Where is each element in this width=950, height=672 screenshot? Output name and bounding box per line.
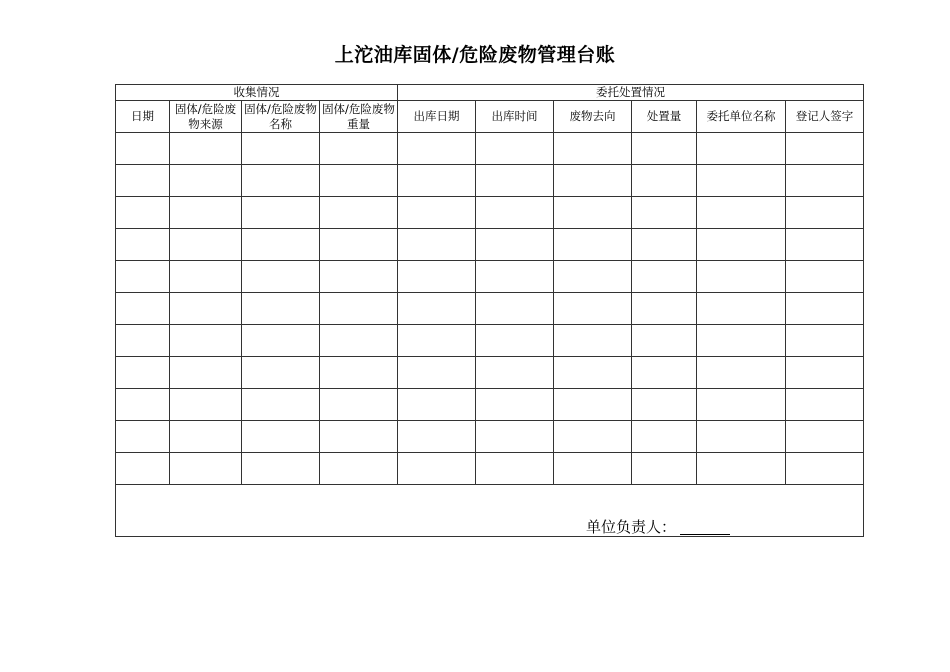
table-cell[interactable] bbox=[632, 293, 697, 325]
table-cell[interactable] bbox=[170, 357, 242, 389]
table-cell[interactable] bbox=[786, 325, 864, 357]
signature-area bbox=[116, 485, 864, 537]
table-cell[interactable] bbox=[116, 325, 170, 357]
column-header-disposal-amount: 处置量 bbox=[632, 101, 697, 133]
table-cell[interactable] bbox=[786, 229, 864, 261]
table-cell[interactable] bbox=[786, 261, 864, 293]
table-cell[interactable] bbox=[398, 293, 476, 325]
table-cell[interactable] bbox=[116, 197, 170, 229]
table-cell[interactable] bbox=[697, 389, 786, 421]
table-cell[interactable] bbox=[242, 325, 320, 357]
column-header-outbound-date: 出库日期 bbox=[398, 101, 476, 133]
column-header-waste-destination: 废物去向 bbox=[554, 101, 632, 133]
table-cell[interactable] bbox=[398, 325, 476, 357]
table-cell[interactable] bbox=[632, 421, 697, 453]
table-cell[interactable] bbox=[554, 357, 632, 389]
table-cell[interactable] bbox=[242, 421, 320, 453]
table-cell[interactable] bbox=[116, 357, 170, 389]
table-cell[interactable] bbox=[320, 197, 398, 229]
table-cell[interactable] bbox=[554, 229, 632, 261]
table-cell[interactable] bbox=[476, 197, 554, 229]
unit-head-label: 单位负责人： bbox=[586, 518, 677, 536]
table-cell[interactable] bbox=[170, 453, 242, 485]
table-cell[interactable] bbox=[242, 197, 320, 229]
disposal-group-header: 委托处置情况 bbox=[398, 85, 864, 101]
table-cell[interactable] bbox=[632, 197, 697, 229]
table-cell[interactable] bbox=[697, 357, 786, 389]
table-cell[interactable] bbox=[786, 421, 864, 453]
table-cell[interactable] bbox=[697, 293, 786, 325]
page-title: 上沱油库固体/危险废物管理台账 bbox=[334, 44, 616, 66]
table-cell[interactable] bbox=[476, 133, 554, 165]
table-cell[interactable] bbox=[554, 453, 632, 485]
table-cell[interactable] bbox=[476, 357, 554, 389]
table-cell[interactable] bbox=[320, 453, 398, 485]
column-header-outbound-time: 出库时间 bbox=[476, 101, 554, 133]
table-cell[interactable] bbox=[554, 293, 632, 325]
table-cell[interactable] bbox=[116, 293, 170, 325]
table-cell[interactable] bbox=[398, 133, 476, 165]
table-cell[interactable] bbox=[170, 165, 242, 197]
table-cell[interactable] bbox=[632, 229, 697, 261]
table-cell[interactable] bbox=[116, 229, 170, 261]
table-row bbox=[116, 357, 864, 389]
table-cell[interactable] bbox=[320, 133, 398, 165]
table-cell[interactable] bbox=[170, 389, 242, 421]
table-row bbox=[116, 197, 864, 229]
table-cell[interactable] bbox=[320, 165, 398, 197]
column-header-contractor-name: 委托单位名称 bbox=[697, 101, 786, 133]
table-cell[interactable] bbox=[786, 389, 864, 421]
table-cell[interactable] bbox=[554, 325, 632, 357]
table-cell[interactable] bbox=[476, 165, 554, 197]
table-cell[interactable] bbox=[116, 165, 170, 197]
table-cell[interactable] bbox=[697, 325, 786, 357]
column-header-registrar-signature: 登记人签字 bbox=[786, 101, 864, 133]
table-cell[interactable] bbox=[170, 325, 242, 357]
table-cell[interactable] bbox=[320, 389, 398, 421]
table-cell[interactable] bbox=[242, 261, 320, 293]
table-cell[interactable] bbox=[170, 133, 242, 165]
table-cell[interactable] bbox=[697, 197, 786, 229]
table-cell[interactable] bbox=[697, 261, 786, 293]
table-cell[interactable] bbox=[786, 293, 864, 325]
table-cell[interactable] bbox=[170, 229, 242, 261]
table-row bbox=[116, 133, 864, 165]
table-cell[interactable] bbox=[320, 293, 398, 325]
table-cell[interactable] bbox=[632, 165, 697, 197]
table-cell[interactable] bbox=[786, 133, 864, 165]
table-cell[interactable] bbox=[554, 261, 632, 293]
table-cell[interactable] bbox=[786, 357, 864, 389]
column-header-waste-name: 固体/危险废物名称 bbox=[242, 101, 320, 133]
table-cell[interactable] bbox=[697, 421, 786, 453]
table-cell[interactable] bbox=[554, 133, 632, 165]
table-cell[interactable] bbox=[476, 293, 554, 325]
table-cell[interactable] bbox=[476, 229, 554, 261]
table-cell[interactable] bbox=[398, 165, 476, 197]
table-cell[interactable] bbox=[242, 293, 320, 325]
table-cell[interactable] bbox=[116, 389, 170, 421]
table-cell[interactable] bbox=[398, 389, 476, 421]
table-cell[interactable] bbox=[554, 165, 632, 197]
table-cell[interactable] bbox=[170, 261, 242, 293]
table-cell[interactable] bbox=[554, 421, 632, 453]
table-cell[interactable] bbox=[398, 357, 476, 389]
table-cell[interactable] bbox=[116, 421, 170, 453]
table-row bbox=[116, 229, 864, 261]
table-cell[interactable] bbox=[697, 133, 786, 165]
table-cell[interactable] bbox=[320, 325, 398, 357]
column-header-waste-weight: 固体/危险废物重量 bbox=[320, 101, 398, 133]
table-cell[interactable] bbox=[320, 261, 398, 293]
table-cell[interactable] bbox=[476, 261, 554, 293]
table-cell[interactable] bbox=[476, 325, 554, 357]
table-cell[interactable] bbox=[170, 421, 242, 453]
table-cell[interactable] bbox=[116, 133, 170, 165]
table-cell[interactable] bbox=[398, 229, 476, 261]
table-cell[interactable] bbox=[398, 261, 476, 293]
table-cell[interactable] bbox=[632, 133, 697, 165]
table-cell[interactable] bbox=[786, 165, 864, 197]
table-cell[interactable] bbox=[632, 453, 697, 485]
table-cell[interactable] bbox=[786, 453, 864, 485]
table-cell[interactable] bbox=[632, 325, 697, 357]
table-cell[interactable] bbox=[398, 421, 476, 453]
table-row bbox=[116, 165, 864, 197]
table-cell[interactable] bbox=[476, 453, 554, 485]
table-cell[interactable] bbox=[116, 261, 170, 293]
table-cell[interactable] bbox=[242, 133, 320, 165]
table-row bbox=[116, 293, 864, 325]
table-cell[interactable] bbox=[116, 453, 170, 485]
table-row bbox=[116, 325, 864, 357]
collection-group-header: 收集情况 bbox=[116, 85, 398, 101]
table-cell[interactable] bbox=[242, 389, 320, 421]
table-cell[interactable] bbox=[242, 229, 320, 261]
table-cell[interactable] bbox=[632, 261, 697, 293]
table-cell[interactable] bbox=[242, 357, 320, 389]
table-cell[interactable] bbox=[320, 229, 398, 261]
ledger-table bbox=[115, 84, 864, 537]
table-cell[interactable] bbox=[170, 197, 242, 229]
table-row bbox=[116, 421, 864, 453]
table-cell[interactable] bbox=[320, 357, 398, 389]
table-cell[interactable] bbox=[242, 453, 320, 485]
table-cell[interactable] bbox=[632, 389, 697, 421]
table-cell[interactable] bbox=[476, 421, 554, 453]
table-cell[interactable] bbox=[320, 421, 398, 453]
table-row bbox=[116, 261, 864, 293]
table-cell[interactable] bbox=[697, 453, 786, 485]
unit-head-signature bbox=[586, 520, 730, 535]
column-header-waste-source: 固体/危险废物来源 bbox=[170, 101, 242, 133]
ledger-body bbox=[116, 133, 864, 485]
table-cell[interactable] bbox=[554, 197, 632, 229]
table-cell[interactable] bbox=[398, 453, 476, 485]
table-cell[interactable] bbox=[786, 197, 864, 229]
column-header-date: 日期 bbox=[116, 101, 170, 133]
table-cell[interactable] bbox=[476, 389, 554, 421]
table-cell[interactable] bbox=[170, 293, 242, 325]
table-cell[interactable] bbox=[632, 357, 697, 389]
signature-line[interactable] bbox=[680, 520, 730, 535]
table-row bbox=[116, 453, 864, 485]
table-cell[interactable] bbox=[398, 197, 476, 229]
table-row bbox=[116, 389, 864, 421]
table-cell[interactable] bbox=[242, 165, 320, 197]
table-cell[interactable] bbox=[554, 389, 632, 421]
table-cell[interactable] bbox=[697, 229, 786, 261]
table-cell[interactable] bbox=[697, 165, 786, 197]
